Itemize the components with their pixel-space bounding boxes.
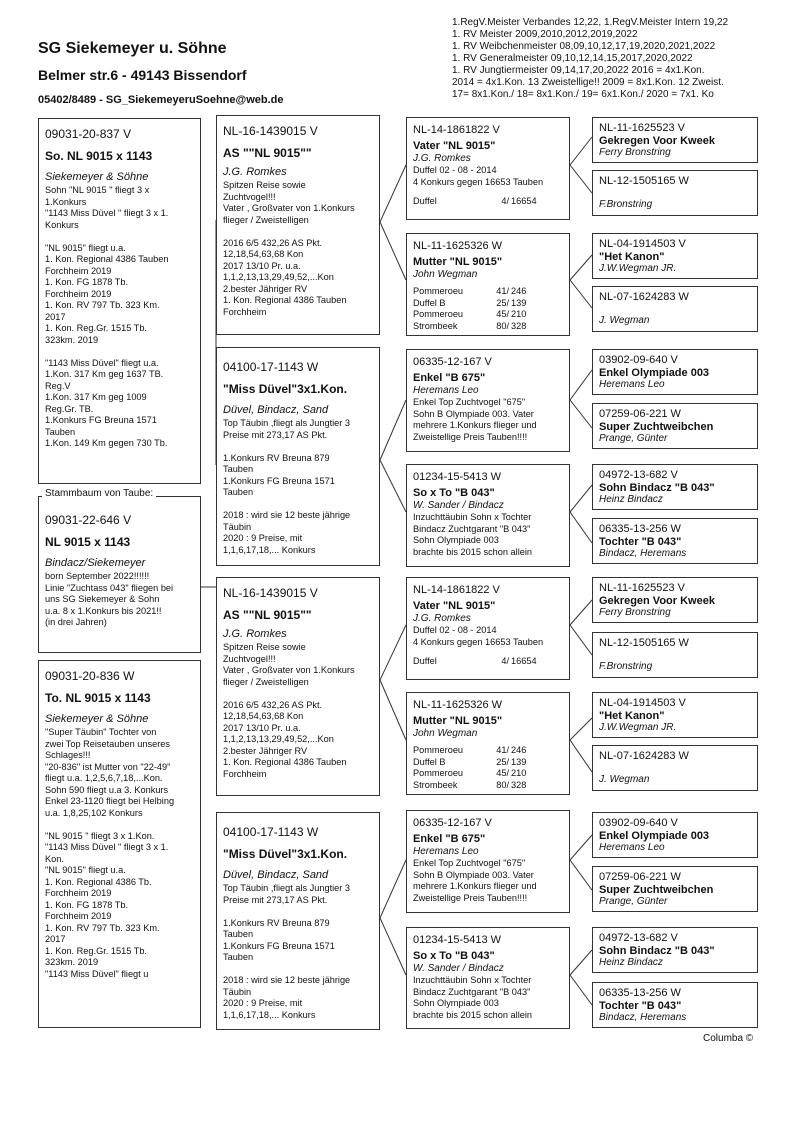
- page-title: SG Siekemeyer u. Söhne: [38, 40, 227, 57]
- title-line: 1. RV Meister 2009,2010,2012,2019,2022: [452, 29, 638, 40]
- pigeon-name: So x To "B 043": [413, 950, 495, 962]
- great-grandparent-card: [592, 349, 758, 395]
- great-grandparent-card: [592, 403, 758, 449]
- ring-number: NL-07-1624283 W: [599, 750, 689, 762]
- great-grandparent-card: [592, 812, 758, 858]
- description: Top Täubin ,fliegt als Jungtier 3 Preise mit 273,17 AS Pkt. 1.Konkurs RV Breuna 879 Tauben 1.Konkurs FG Breuna 1571 Tauben 2018 : wird sie 12 beste jährige Täubin 2020 : 9 Preise, mit 1,1,6,17,18,... Konkurs: [223, 883, 351, 1020]
- great-grandparent-card: [592, 286, 758, 332]
- grandparent-card: [406, 349, 570, 452]
- description: Top Täubin ,fliegt als Jungtier 3 Preise mit 273,17 AS Pkt. 1.Konkurs RV Breuna 879 Tauben 1.Konkurs FG Breuna 1571 Tauben 2018 : wird sie 12 beste jährige Täubin 2020 : 9 Preise, mit 1,1,6,17,18,... Konkurs: [223, 418, 351, 555]
- pigeon-name: "Miss Düvel"3x1.Kon.: [223, 382, 348, 396]
- grandparent-card: [406, 692, 570, 795]
- great-grandparent-card: [592, 233, 758, 279]
- grandparent-card: [406, 927, 570, 1029]
- great-grandparent-card: [592, 170, 758, 216]
- result-race: Strombeek: [413, 320, 458, 331]
- result-place: 25/: [496, 297, 509, 308]
- ring-number: NL-14-1861822 V: [413, 124, 500, 136]
- pigeon-name: Gekregen Voor Kweek: [599, 135, 715, 147]
- subject-card: [38, 496, 201, 653]
- results-table: [413, 196, 563, 208]
- ring-number: 06335-13-256 W: [599, 987, 681, 999]
- description: Duffel 02 - 08 - 2014 4 Konkurs gegen 16653 Tauben: [413, 165, 544, 187]
- mother-card: [38, 660, 201, 1028]
- breeder: F.Bronstring: [599, 199, 653, 210]
- pigeon-name: Tochter "B 043": [599, 1000, 682, 1012]
- breeder: J.G. Romkes: [413, 613, 471, 624]
- ring-number: NL-16-1439015 V: [223, 124, 318, 138]
- ring-number: 07259-06-221 W: [599, 871, 681, 883]
- pigeon-name: Enkel Olympiade 003: [599, 830, 710, 842]
- result-race: Pommeroeu: [413, 768, 464, 778]
- breeder: F.Bronstring: [599, 661, 653, 672]
- breeder: Heremans Leo: [599, 379, 665, 390]
- stammbaum-label: Stammbaum von Taube:: [42, 488, 156, 499]
- breeder: J.G. Romkes: [223, 166, 287, 178]
- ring-number: 04972-13-682 V: [599, 932, 678, 944]
- great-grandparent-card: [592, 577, 758, 623]
- result-place: 45/: [496, 768, 509, 778]
- title-line: 1. RV Generalmeister 09,10,12,14,15,2017,2020,2022: [452, 53, 693, 64]
- result-place: 80/: [496, 320, 509, 331]
- parent-card: [216, 577, 380, 796]
- breeder: Bindacz, Heremans: [599, 548, 687, 559]
- breeder: Heremans Leo: [413, 846, 479, 857]
- pigeon-name: To. NL 9015 x 1143: [45, 691, 151, 705]
- result-race: Duffel B: [413, 756, 446, 767]
- ring-number: 03902-09-640 V: [599, 354, 678, 366]
- great-grandparent-card: [592, 692, 758, 738]
- ring-number: 01234-15-5413 W: [413, 934, 502, 946]
- breeder: J. Wegman: [599, 774, 650, 785]
- pigeon-name: Enkel "B 675": [413, 372, 486, 384]
- description: Enkel Top Zuchtvogel "675" Sohn B Olympiade 003. Vater mehrere 1.Konkurs flieger und Zweistellige Preis Tauben!!!!: [413, 397, 537, 442]
- pigeon-name: Super Zuchtweibchen: [599, 421, 714, 433]
- breeder: John Wegman: [413, 728, 478, 739]
- great-grandparent-card: [592, 982, 758, 1028]
- result-count: 246: [511, 286, 527, 296]
- result-race: Pommeroeu: [413, 745, 464, 755]
- result-race: Strombeek: [413, 779, 458, 790]
- breeder: John Wegman: [413, 269, 478, 280]
- pigeon-name: Enkel "B 675": [413, 833, 486, 845]
- result-race: Duffel: [413, 196, 437, 206]
- result-count: 210: [511, 768, 527, 778]
- result-count: 16654: [511, 196, 537, 206]
- result-count: 139: [511, 297, 527, 308]
- pigeon-name: Vater "NL 9015": [413, 140, 496, 152]
- pigeon-name: "Miss Düvel"3x1.Kon.: [223, 847, 348, 861]
- pigeon-name: Mutter "NL 9015": [413, 256, 503, 268]
- pigeon-name: Enkel Olympiade 003: [599, 367, 710, 379]
- description: Inzuchttäubin Sohn x Tochter Bindacz Zuchtgarant "B 043" Sohn Olympiade 003 brachte bis 2015 schon allein: [413, 512, 533, 557]
- results-table: [413, 286, 563, 332]
- great-grandparent-card: [592, 927, 758, 973]
- result-race: Duffel B: [413, 297, 446, 308]
- great-grandparent-card: [592, 117, 758, 163]
- description: Spitzen Reise sowie Zuchtvogel!!! Vater , Großvater von 1.Konkurs flieger / Zweistelligen 2016 6/5 432,26 AS Pkt. 12,18,54,63,68 Kon 2017 13/10 Pr. u.a. 1,1,2,13,13,29,49,52,...Kon 2.bester Jähriger RV 1. Kon. Regional 4386 Tauben Forchheim: [223, 642, 355, 779]
- result-count: 16654: [511, 656, 537, 666]
- breeder: J.G. Romkes: [223, 628, 287, 640]
- grandparent-card: [406, 810, 570, 913]
- description: Spitzen Reise sowie Zuchtvogel!!! Vater , Großvater von 1.Konkurs flieger / Zweistelligen 2016 6/5 432,26 AS Pkt. 12,18,54,63,68 Kon 2017 13/10 Pr. u.a. 1,1,2,13,13,29,49,52,...Kon 2.bester Jähriger RV 1. Kon. Regional 4386 Tauben Forchheim: [223, 180, 355, 317]
- result-place: 45/: [496, 309, 509, 319]
- contact: 05402/8489 - SG_SiekemeyeruSoehne@web.de: [38, 94, 284, 106]
- great-grandparent-card: [592, 518, 758, 564]
- result-place: 41/: [496, 286, 509, 296]
- breeder: J.W.Wegman JR.: [599, 263, 677, 274]
- pigeon-name: Sohn Bindacz "B 043": [599, 482, 715, 494]
- description: Duffel 02 - 08 - 2014 4 Konkurs gegen 16653 Tauben: [413, 625, 544, 647]
- ring-number: 04972-13-682 V: [599, 469, 678, 481]
- pigeon-name: AS ""NL 9015"": [223, 146, 312, 160]
- pigeon-name: Gekregen Voor Kweek: [599, 595, 715, 607]
- grandparent-card: [406, 117, 570, 220]
- breeder: Ferry Bronstring: [599, 607, 671, 618]
- description: born September 2022!!!!!! Linie "Zuchtass 043" fliegen bei uns SG Siekemeyer & Sohn u.a. 8 x 1.Konkurs bis 2021!! (in drei Jahren): [45, 571, 174, 627]
- result-place: 41/: [496, 745, 509, 755]
- pigeon-name: So. NL 9015 x 1143: [45, 149, 153, 163]
- ring-number: 07259-06-221 W: [599, 408, 681, 420]
- pigeon-name: Super Zuchtweibchen: [599, 884, 714, 896]
- ring-number: 09031-20-836 W: [45, 669, 135, 683]
- parent-card: [216, 812, 380, 1030]
- title-line: 1.RegV.Meister Verbandes 12,22, 1.RegV.Meister Intern 19,22: [452, 17, 729, 28]
- breeder: Siekemeyer & Söhne: [45, 171, 149, 183]
- title-line: 17= 8x1.Kon./ 18= 8x1.Kon./ 19= 6x1.Kon./ 2020 = 7x1. Ko: [452, 89, 714, 100]
- ring-number: NL-16-1439015 V: [223, 586, 318, 600]
- breeder: Siekemeyer & Söhne: [45, 713, 149, 725]
- great-grandparent-card: [592, 632, 758, 678]
- great-grandparent-card: [592, 745, 758, 791]
- result-count: 246: [511, 745, 527, 755]
- ring-number: NL-12-1505165 W: [599, 637, 689, 649]
- pigeon-name: So x To "B 043": [413, 487, 495, 499]
- ring-number: NL-04-1914503 V: [599, 238, 686, 250]
- result-race: Duffel: [413, 656, 437, 666]
- result-count: 328: [511, 779, 527, 790]
- ring-number: NL-14-1861822 V: [413, 584, 500, 596]
- pigeon-name: "Het Kanon": [599, 251, 665, 263]
- breeder: J.G. Romkes: [413, 153, 471, 164]
- grandparent-card: [406, 577, 570, 680]
- grandparent-card: [406, 233, 570, 336]
- result-count: 328: [511, 320, 527, 331]
- breeder: Düvel, Bindacz, Sand: [223, 869, 329, 881]
- results-table: [413, 656, 563, 668]
- result-place: 25/: [496, 756, 509, 767]
- ring-number: 04100-17-1143 W: [223, 825, 319, 839]
- description: Inzuchttäubin Sohn x Tochter Bindacz Zuchtgarant "B 043" Sohn Olympiade 003 brachte bis 2015 schon allein: [413, 975, 533, 1020]
- title-line: 1. RV Jungtiermeister 09,14,17,20,2022 2016 = 4x1.Kon.: [452, 65, 705, 76]
- pigeon-name: Mutter "NL 9015": [413, 715, 503, 727]
- breeder: Ferry Bronstring: [599, 147, 671, 158]
- breeder: Heinz Bindacz: [599, 494, 663, 505]
- breeder: W. Sander / Bindacz: [413, 963, 504, 974]
- ring-number: 06335-12-167 V: [413, 817, 492, 829]
- address: Belmer str.6 - 49143 Bissendorf: [38, 67, 247, 83]
- breeder: Heremans Leo: [413, 385, 479, 396]
- result-count: 210: [511, 309, 527, 319]
- ring-number: 09031-22-646 V: [45, 513, 132, 527]
- breeder: Prange, Günter: [599, 896, 668, 907]
- parent-card: [216, 115, 380, 335]
- result-place: 4/: [501, 656, 509, 666]
- copyright: Columba ©: [703, 1033, 754, 1044]
- breeder: Prange, Günter: [599, 433, 668, 444]
- breeder: W. Sander / Bindacz: [413, 500, 504, 511]
- ring-number: NL-11-1625326 W: [413, 240, 503, 252]
- description: "Super Täubin" Tochter von zwei Top Reisetauben unseres Schlages!!! "20-836" ist Mutter von "22-49" fliegt u.a. 1,2,5,6,7,18,...Kon. Sohn 590 fliegt u.a 3. Konkurs Enkel 23-1120 fliegt bei Helbing u.a. 1,8,25,102 Konkurs "NL 9015 " fliegt 3 x 1.Kon. "1143 Miss Düvel " fliegt 3 x 1. Kon. "NL 9015" fliegt u.a. 1. Kon. Regional 4386 Tb. Forchheim 2019 1. Kon. FG 1878 Tb. Forchheim 2019 1. Kon. RV 797 Tb. 323 Km. 2017 1. Kon. Reg.Gr. 1515 Tb. 323km. 2019 "1143 Miss Düvel" fliegt u: [45, 727, 175, 979]
- ring-number: NL-07-1624283 W: [599, 291, 689, 303]
- ring-number: NL-11-1625523 V: [599, 582, 686, 594]
- title-line: 2014 = 4x1.Kon. 13 Zweistellige!! 2009 = 8x1.Kon. 12 Zweist.: [452, 77, 724, 88]
- pigeon-name: Sohn Bindacz "B 043": [599, 945, 715, 957]
- ring-number: NL-12-1505165 W: [599, 175, 689, 187]
- result-place: 4/: [501, 196, 509, 206]
- great-grandparent-card: [592, 464, 758, 510]
- pigeon-name: Vater "NL 9015": [413, 600, 496, 612]
- result-race: Pommeroeu: [413, 286, 464, 296]
- result-count: 139: [511, 756, 527, 767]
- result-place: 80/: [496, 779, 509, 790]
- father-card: [38, 118, 201, 484]
- ring-number: NL-04-1914503 V: [599, 697, 686, 709]
- pigeon-name: AS ""NL 9015"": [223, 608, 312, 622]
- ring-number: NL-11-1625523 V: [599, 122, 686, 134]
- title-line: 1. RV Weibchenmeister 08,09,10,12,17,19,2020,2021,2022: [452, 41, 716, 52]
- result-race: Pommeroeu: [413, 309, 464, 319]
- breeder: Düvel, Bindacz, Sand: [223, 404, 329, 416]
- grandparent-card: [406, 464, 570, 567]
- breeder: Bindacz, Heremans: [599, 1012, 687, 1023]
- pigeon-name: NL 9015 x 1143: [45, 535, 131, 549]
- ring-number: 04100-17-1143 W: [223, 360, 319, 374]
- ring-number: NL-11-1625326 W: [413, 699, 503, 711]
- breeder: J. Wegman: [599, 315, 650, 326]
- breeder: Heremans Leo: [599, 842, 665, 853]
- parent-card: [216, 347, 380, 566]
- ring-number: 06335-13-256 W: [599, 523, 681, 535]
- ring-number: 01234-15-5413 W: [413, 471, 502, 483]
- pigeon-name: "Het Kanon": [599, 710, 665, 722]
- great-grandparent-card: [592, 866, 758, 912]
- breeder: Heinz Bindacz: [599, 957, 663, 968]
- results-table: [413, 745, 563, 791]
- breeder: J.W.Wegman JR.: [599, 722, 677, 733]
- ring-number: 03902-09-640 V: [599, 817, 678, 829]
- ring-number: 09031-20-837 V: [45, 127, 132, 141]
- ring-number: 06335-12-167 V: [413, 356, 492, 368]
- breeder: Bindacz/Siekemeyer: [45, 557, 146, 569]
- pigeon-name: Tochter "B 043": [599, 536, 682, 548]
- description: Sohn "NL 9015 " fliegt 3 x 1.Konkurs "1143 Miss Düvel " fliegt 3 x 1. Konkurs "NL 9015" fliegt u.a. 1. Kon. Regional 4386 Tauben Forchheim 2019 1. Kon. FG 1878 Tb. Forchheim 2019 1. Kon. RV 797 Tb. 323 Km. 2017 1. Kon. Reg.Gr. 1515 Tb. 323km. 2019 "1143 Miss Düvel" fliegt u.a. 1.Kon. 317 Km geg 1637 TB. Reg.V 1.Kon. 317 Km geg 1009 Reg.Gr. TB. 1.Konkurs FG Breuna 1571 Tauben 1.Kon. 149 Km gegen 730 Tb.: [45, 185, 169, 448]
- description: Enkel Top Zuchtvogel "675" Sohn B Olympiade 003. Vater mehrere 1.Konkurs flieger und Zweistellige Preis Tauben!!!!: [413, 858, 537, 903]
